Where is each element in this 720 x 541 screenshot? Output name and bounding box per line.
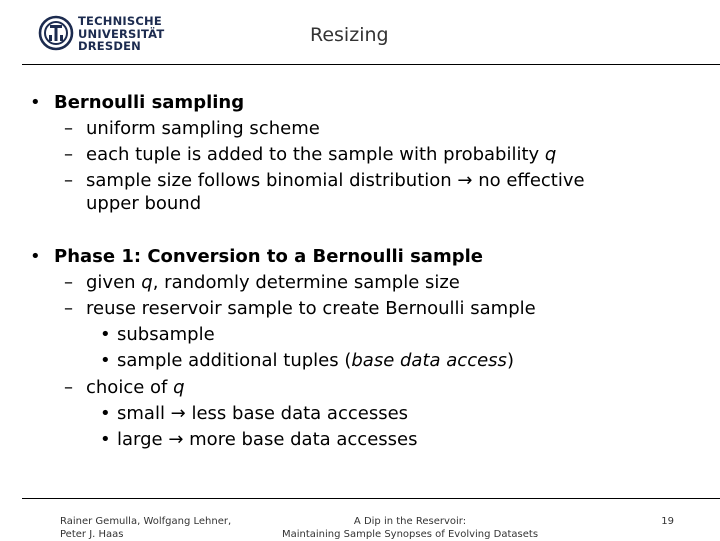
dash-marker: – [64, 377, 73, 398]
section2-item-1 [86, 272, 460, 294]
section2-heading: Phase 1: Conversion to a Bernoulli sample [54, 246, 483, 267]
sub-2-post: ) [506, 350, 514, 371]
variable-q: q [544, 144, 557, 165]
footer-authors-line-1: Rainer Gemulla, Wolfgang Lehner, [60, 516, 232, 527]
page-number: 19 [661, 516, 674, 527]
footer-divider [22, 498, 720, 499]
footer-authors-line-2: Peter J. Haas [60, 529, 124, 540]
logo-wordmark [78, 15, 164, 53]
university-logo [38, 14, 168, 54]
section2-item-3 [86, 377, 185, 399]
sub-bullet-marker: • [100, 429, 111, 450]
dash-marker: – [64, 272, 73, 293]
section1-item-2 [86, 144, 556, 166]
bullet-marker: • [30, 246, 41, 267]
sub-bullet-marker: • [100, 324, 111, 345]
section1-item-1: uniform sampling scheme [86, 118, 320, 139]
tud-emblem-icon [38, 15, 74, 51]
footer-authors [60, 515, 231, 541]
section2-item-1-pre: given [86, 272, 142, 293]
sub-2-em: base data access [351, 350, 507, 371]
header-divider [22, 64, 720, 65]
section2-item-2-sub-2 [117, 350, 514, 372]
footer-talk-line-2: Maintaining Sample Synopses of Evolving Datasets [281, 529, 539, 540]
section1-heading: Bernoulli sampling [54, 92, 245, 113]
dash-marker: – [64, 170, 73, 191]
dash-marker: – [64, 118, 73, 139]
logo-line-2: UNIVERSITÄT [78, 26, 165, 41]
bullet-marker: • [30, 92, 41, 113]
footer-talk-line-1: A Dip in the Reservoir: [353, 516, 467, 527]
section1-item-3: sample size follows binomial distribution → no effective [86, 170, 585, 191]
dash-marker: – [64, 298, 73, 319]
section1-item-2-text: each tuple is added to the sample with probability [86, 144, 545, 165]
logo-line-1: TECHNISCHE [78, 14, 162, 28]
sub-2-pre: sample additional tuples ( [117, 350, 352, 371]
section2-item-2: reuse reservoir sample to create Bernoulli sample [86, 298, 536, 319]
section1-item-3-continued: upper bound [86, 193, 202, 214]
slide-title: Resizing [310, 24, 389, 46]
section2-item-2-sub-1: subsample [117, 324, 215, 345]
sub-bullet-marker: • [100, 350, 111, 371]
logo-line-3: DRESDEN [78, 39, 141, 53]
section2-item-3-pre: choice of [86, 377, 174, 398]
variable-q: q [141, 272, 153, 293]
section2-item-1-post: , randomly determine sample size [152, 272, 460, 293]
footer-talk-title [260, 515, 560, 541]
section2-item-3-sub-1: small → less base data accesses [117, 403, 409, 424]
sub-bullet-marker: • [100, 403, 111, 424]
variable-q: q [173, 377, 185, 398]
section2-item-3-sub-2: large → more base data accesses [117, 429, 418, 450]
dash-marker: – [64, 144, 73, 165]
